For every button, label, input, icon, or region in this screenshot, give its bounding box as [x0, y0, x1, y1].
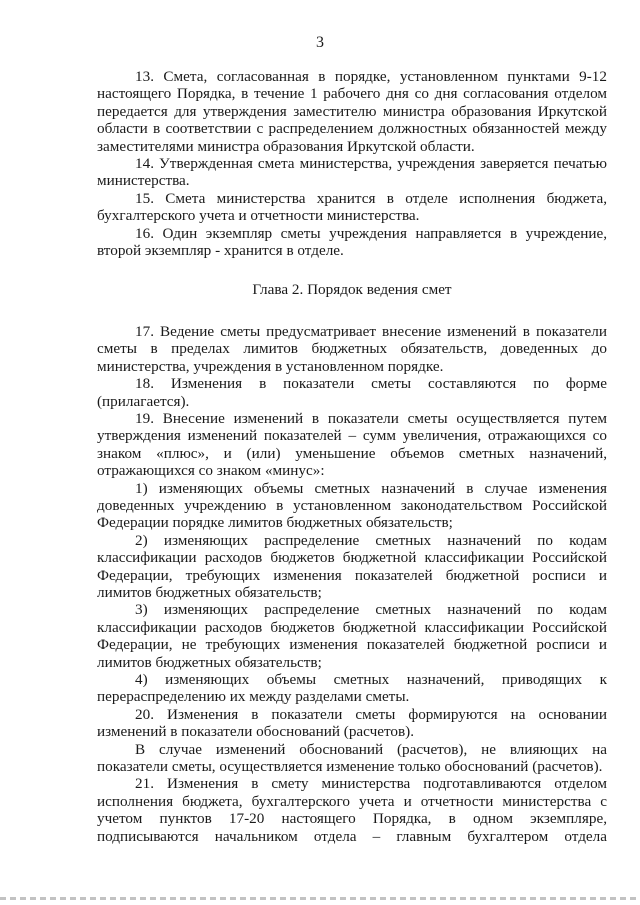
- paragraph-13: 13. Смета, согласованная в порядке, установленном пунктами 9-12 настоящего Порядка, в течение 1 рабочего дня со дня согласования отделом передается для утверждения заместителю министра образования Иркутской области в соответствии с распределением должностных обязанностей между заместителями министра образования Иркутской области.: [97, 68, 607, 155]
- paragraph-19-item-1: 1) изменяющих объемы сметных назначений в случае изменения доведенных учреждению в установленном законодательством Российской Федерации порядке лимитов бюджетных обязательств;: [97, 479, 607, 532]
- chapter-heading: Глава 2. Порядок ведения смет: [252, 281, 452, 299]
- paragraph-20-note: В случае изменений обоснований (расчетов), не влияющих на показатели сметы, осуществляется изменение только обоснований (расчетов).: [97, 740, 607, 776]
- paragraph-15: 15. Смета министерства хранится в отделе исполнения бюджета, бухгалтерского учета и отчетности министерства.: [97, 189, 607, 225]
- paragraph-19-item-4: 4) изменяющих объемы сметных назначений, приводящих к перераспределению их между разделами сметы.: [97, 671, 607, 706]
- paragraph-14: 14. Утвержденная смета министерства, учреждения заверяется печатью министерства.: [97, 155, 607, 190]
- paragraph-17: 17. Ведение сметы предусматривает внесение изменений в показатели сметы в пределах лимитов бюджетных обязательств, доведенных до министерства, учреждения в установленном порядке.: [97, 322, 607, 375]
- paragraph-21: 21. Изменения в смету министерства подготавливаются отделом исполнения бюджета, бухгалтерского учета и отчетности министерства с учетом пунктов 17-20 настоящего Порядка, в одном экземпляре, подписываются начальником отдела – главным бухгалтером отдела: [97, 775, 607, 845]
- paragraph-19: 19. Внесение изменений в показатели сметы осуществляется путем утверждения изменений показателей – сумм увеличения, отражающихся со знаком «плюс», и (или) уменьшение объемов сметных назначений, отражающихся со знаком «минус»:: [97, 409, 607, 480]
- paragraph-19-item-3: 3) изменяющих распределение сметных назначений по кодам классификации расходов бюджетов бюджетной классификации Российской Федерации, не требующих изменения показателей бюджетной росписи и лимитов бюджетных обязательств;: [97, 601, 607, 671]
- paragraph-20: 20. Изменения в показатели сметы формируются на основании изменений в показатели обоснований (расчетов).: [97, 705, 607, 741]
- page-number: 3: [316, 34, 324, 51]
- page-bottom-edge: [0, 897, 640, 900]
- document-body: [97, 68, 607, 845]
- paragraph-19-item-2: 2) изменяющих распределение сметных назначений по кодам классификации расходов бюджетов бюджетной классификации Российской Федерации, требующих изменения показателей бюджетной росписи и лимитов бюджетных обязательств;: [97, 531, 607, 601]
- paragraph-16: 16. Один экземпляр сметы учреждения направляется в учреждение, второй экземпляр - хранится в отделе.: [97, 224, 607, 260]
- paragraph-18: 18. Изменения в показатели сметы составляются по форме (прилагается).: [97, 375, 607, 410]
